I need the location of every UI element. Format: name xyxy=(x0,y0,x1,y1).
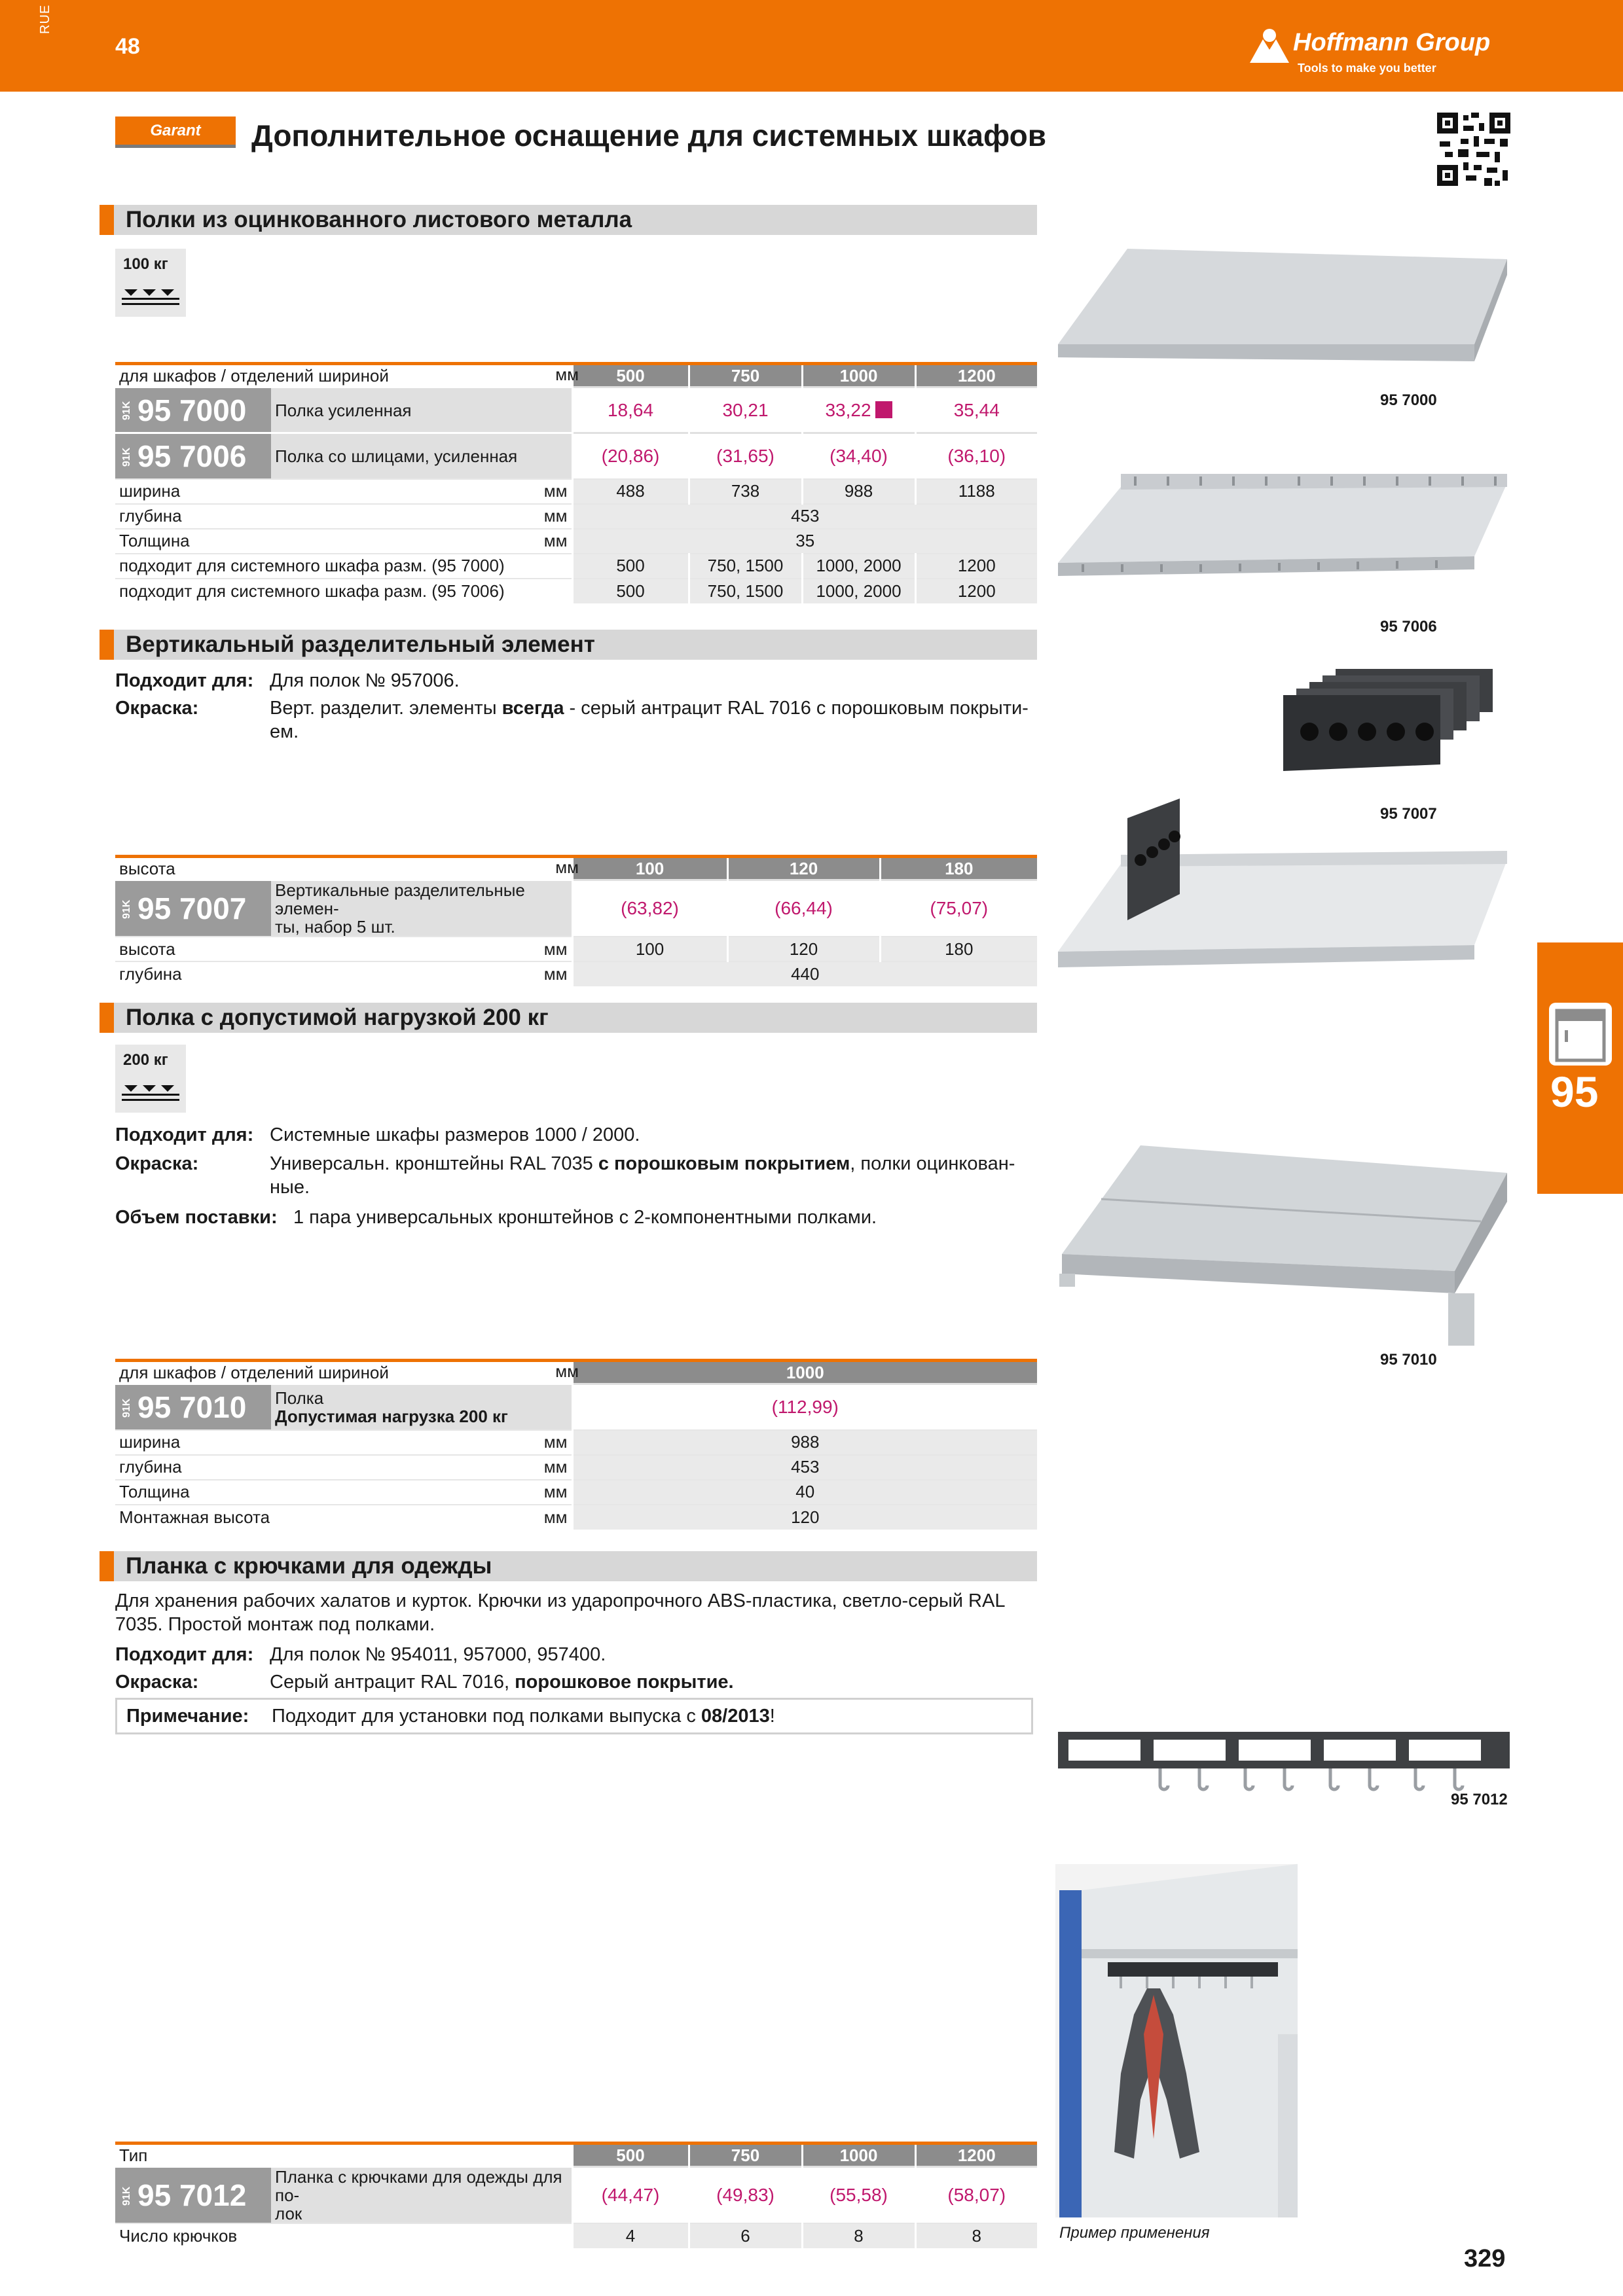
page-number-top: 48 xyxy=(115,34,140,59)
price: 33,22 xyxy=(802,387,915,433)
spec-unit: мм xyxy=(271,1505,572,1530)
spec-unit: мм xyxy=(271,1455,572,1480)
page-number-bottom: 329 xyxy=(1464,2245,1506,2272)
spec-value: 120 xyxy=(727,937,880,961)
spec-value: 100 xyxy=(572,937,727,961)
price: (112,99) xyxy=(572,1384,1037,1430)
table-header-label: для шкафов / отделений шириной xyxy=(115,1361,572,1384)
brand-name: Hoffmann Group xyxy=(1293,29,1491,56)
spec-unit: мм xyxy=(271,479,572,504)
table-header-label: для шкафов / отделений шириной xyxy=(115,364,572,387)
table-header-unit: мм xyxy=(555,1361,579,1381)
price: 30,21 xyxy=(689,387,802,433)
table-header-label: Тип xyxy=(115,2144,572,2167)
spec-value: 750, 1500 xyxy=(689,579,802,603)
price: 18,64 xyxy=(572,387,689,433)
fits-value: Для полок № 954011, 957000, 957400. xyxy=(270,1644,606,1665)
stock-marker-icon xyxy=(875,401,892,418)
spec-label: глубина xyxy=(115,961,271,986)
fits-for-row xyxy=(115,1643,1032,1669)
article-number: 91K 95 7012 xyxy=(115,2167,271,2224)
spec-value: 120 xyxy=(572,1505,1037,1530)
hook-rail-intro: Для хранения рабочих халатов и курток. Крючки из ударопрочного ABS-пластика, светло-серый RAL 7035. Простой монтаж под полками. xyxy=(115,1590,1006,1635)
column-header: 500 xyxy=(572,2144,689,2167)
hoffmann-logo-icon xyxy=(1247,26,1292,65)
shelf-load-icon xyxy=(122,1083,181,1105)
column-header: 750 xyxy=(689,2144,802,2167)
section-header-200kg-shelf: Полка с допустимой нагрузкой 200 кг xyxy=(100,1003,1037,1033)
price: (31,65) xyxy=(689,433,802,479)
image-caption: 95 7007 xyxy=(1380,805,1437,823)
spec-value: 1000, 2000 xyxy=(802,579,915,603)
fits-for-row xyxy=(115,1123,1032,1149)
column-header: 750 xyxy=(689,364,802,387)
article-number: 91K 95 7007 xyxy=(115,880,271,937)
page-title: Дополнительное оснащение для системных шкафов xyxy=(251,118,1046,152)
image-caption: 95 7012 xyxy=(1451,1791,1508,1808)
product-description: Полка усиленная xyxy=(271,387,572,433)
price: (75,07) xyxy=(880,880,1037,937)
product-image-957012 xyxy=(1055,1725,1514,1797)
note-text: Подходит для установки под полками выпуска с 08/2013! xyxy=(272,1706,775,1727)
spec-label: глубина xyxy=(115,1455,271,1480)
spec-value: 738 xyxy=(689,479,802,504)
chapter-number: 95 xyxy=(1550,1067,1599,1116)
price: (63,82) xyxy=(572,880,727,937)
scope-label: Объем поставки: xyxy=(115,1207,278,1228)
spec-value: 453 xyxy=(572,504,1037,529)
fits-value: Для полок № 957006. xyxy=(270,670,460,691)
spec-value: 1200 xyxy=(915,579,1037,603)
spec-unit: мм xyxy=(271,1430,572,1455)
brand-tagline: Tools to make you better xyxy=(1298,62,1436,75)
image-caption: 95 7006 xyxy=(1380,618,1437,636)
article-number: 91K 95 7010 xyxy=(115,1384,271,1430)
spec-label: подходит для системного шкафа разм. (95 7006) xyxy=(115,579,572,603)
product-image-957010 xyxy=(1055,1143,1514,1359)
table-957012 xyxy=(115,2142,1037,2248)
product-image-shelf-with-divider xyxy=(1055,796,1514,979)
spec-label: Монтажная высота xyxy=(115,1505,271,1530)
scope-value: 1 пара универсальных кронштейнов с 2-компонентными полками. xyxy=(293,1207,877,1228)
application-example-image xyxy=(1055,1864,1298,2217)
price: (36,10) xyxy=(915,433,1037,479)
spec-unit: мм xyxy=(271,529,572,554)
spec-unit: мм xyxy=(271,937,572,961)
spec-value: 988 xyxy=(802,479,915,504)
spec-value: 1200 xyxy=(915,554,1037,579)
table-header-label: высота xyxy=(115,857,572,880)
fits-label: Подходит для: xyxy=(115,1644,254,1665)
spec-value: 440 xyxy=(572,961,1037,986)
table-header-unit: мм xyxy=(555,857,579,877)
fits-label: Подходит для: xyxy=(115,1124,254,1145)
column-header: 1000 xyxy=(802,2144,915,2167)
paint-row xyxy=(115,696,1032,749)
spec-value: 4 xyxy=(572,2223,689,2248)
spec-label: глубина xyxy=(115,504,271,529)
paint-label: Окраска: xyxy=(115,1672,199,1693)
product-image-957007 xyxy=(1270,666,1506,778)
fits-for-row xyxy=(115,669,1032,695)
column-header: 1200 xyxy=(915,2144,1037,2167)
spec-unit: мм xyxy=(271,961,572,986)
garant-logo: Garant xyxy=(115,117,236,148)
spec-value: 1000, 2000 xyxy=(802,554,915,579)
spec-value: 6 xyxy=(689,2223,802,2248)
spec-label: высота xyxy=(115,937,271,961)
note-label: Примечание: xyxy=(126,1706,249,1727)
price: (20,86) xyxy=(572,433,689,479)
fits-value: Системные шкафы размеров 1000 / 2000. xyxy=(270,1124,640,1145)
price: (44,47) xyxy=(572,2167,689,2224)
spec-label: ширина xyxy=(115,479,271,504)
spec-value: 180 xyxy=(880,937,1037,961)
spec-value: 500 xyxy=(572,579,689,603)
paint-value: Универсальн. кронштейны RAL 7035 с порошковым покрытием, полки оцинкован- ные. xyxy=(270,1153,1015,1198)
load-badge-label: 100 кг xyxy=(123,255,168,273)
spec-value: 988 xyxy=(572,1430,1037,1455)
application-example-caption: Пример применения xyxy=(1059,2224,1210,2242)
spec-unit: мм xyxy=(271,1480,572,1505)
paint-label: Окраска: xyxy=(115,698,199,719)
load-badge-200kg xyxy=(115,1045,186,1113)
image-caption: 95 7000 xyxy=(1380,391,1437,409)
section-header-hook-rail: Планка с крючками для одежды xyxy=(100,1551,1037,1581)
table-header-unit: мм xyxy=(555,365,579,384)
price: (55,58) xyxy=(802,2167,915,2224)
section-header-vertical-divider: Вертикальный разделительный элемент xyxy=(100,630,1037,660)
price: (66,44) xyxy=(727,880,880,937)
section-header-galvanized-shelves: Полки из оцинкованного листового металла xyxy=(100,205,1037,235)
qr-code-icon xyxy=(1437,113,1510,186)
spec-label: Число крючков xyxy=(115,2223,572,2248)
price: 35,44 xyxy=(915,387,1037,433)
product-description: Полка Допустимая нагрузка 200 кг xyxy=(271,1384,572,1430)
spec-value: 488 xyxy=(572,479,689,504)
product-description: Планка с крючками для одежды для по- лок xyxy=(271,2167,572,2224)
spec-value: 8 xyxy=(802,2223,915,2248)
table-957000 xyxy=(115,362,1037,603)
spec-value: 35 xyxy=(572,529,1037,554)
price: (34,40) xyxy=(802,433,915,479)
column-header: 180 xyxy=(880,857,1037,880)
price: (49,83) xyxy=(689,2167,802,2224)
column-header: 120 xyxy=(727,857,880,880)
load-badge-100kg xyxy=(115,249,186,317)
article-number: 91K 95 7006 xyxy=(115,433,271,479)
spec-value: 8 xyxy=(915,2223,1037,2248)
spec-value: 40 xyxy=(572,1480,1037,1505)
note-box xyxy=(115,1698,1033,1734)
fits-label: Подходит для: xyxy=(115,670,254,691)
column-header: 100 xyxy=(572,857,727,880)
spec-value: 750, 1500 xyxy=(689,554,802,579)
load-badge-label: 200 кг xyxy=(123,1051,168,1069)
spec-label: подходит для системного шкафа разм. (95 7000) xyxy=(115,554,572,579)
spec-label: Толщина xyxy=(115,529,271,554)
paint-value: Серый антрацит RAL 7016, порошковое покрытие. xyxy=(270,1672,734,1693)
paint-value: Верт. разделит. элементы всегда - серый антрацит RAL 7016 с порошковым покрыти- ем. xyxy=(270,698,1029,742)
spec-label: ширина xyxy=(115,1430,271,1455)
paint-row xyxy=(115,1670,1032,1696)
cabinet-icon xyxy=(1548,1001,1613,1067)
scope-row xyxy=(115,1206,1032,1232)
price: (58,07) xyxy=(915,2167,1037,2224)
column-header: 1000 xyxy=(802,364,915,387)
paint-row xyxy=(115,1152,1032,1204)
product-description: Полка со шлицами, усиленная xyxy=(271,433,572,479)
column-header: 500 xyxy=(572,364,689,387)
spec-value: 1188 xyxy=(915,479,1037,504)
table-957010 xyxy=(115,1359,1037,1530)
spec-value: 500 xyxy=(572,554,689,579)
shelf-load-icon xyxy=(122,287,181,309)
product-image-957006 xyxy=(1055,471,1514,602)
product-description: Вертикальные разделительные элемен- ты, набор 5 шт. xyxy=(271,880,572,937)
product-image-957000 xyxy=(1055,246,1514,397)
spec-unit: мм xyxy=(271,504,572,529)
image-caption: 95 7010 xyxy=(1380,1351,1437,1369)
spec-value: 453 xyxy=(572,1455,1037,1480)
language-code: RUE xyxy=(38,4,52,34)
paint-label: Окраска: xyxy=(115,1153,199,1174)
column-header: 1200 xyxy=(915,364,1037,387)
column-header: 1000 xyxy=(572,1361,1037,1384)
spec-label: Толщина xyxy=(115,1480,271,1505)
article-number: 91K 95 7000 xyxy=(115,387,271,433)
